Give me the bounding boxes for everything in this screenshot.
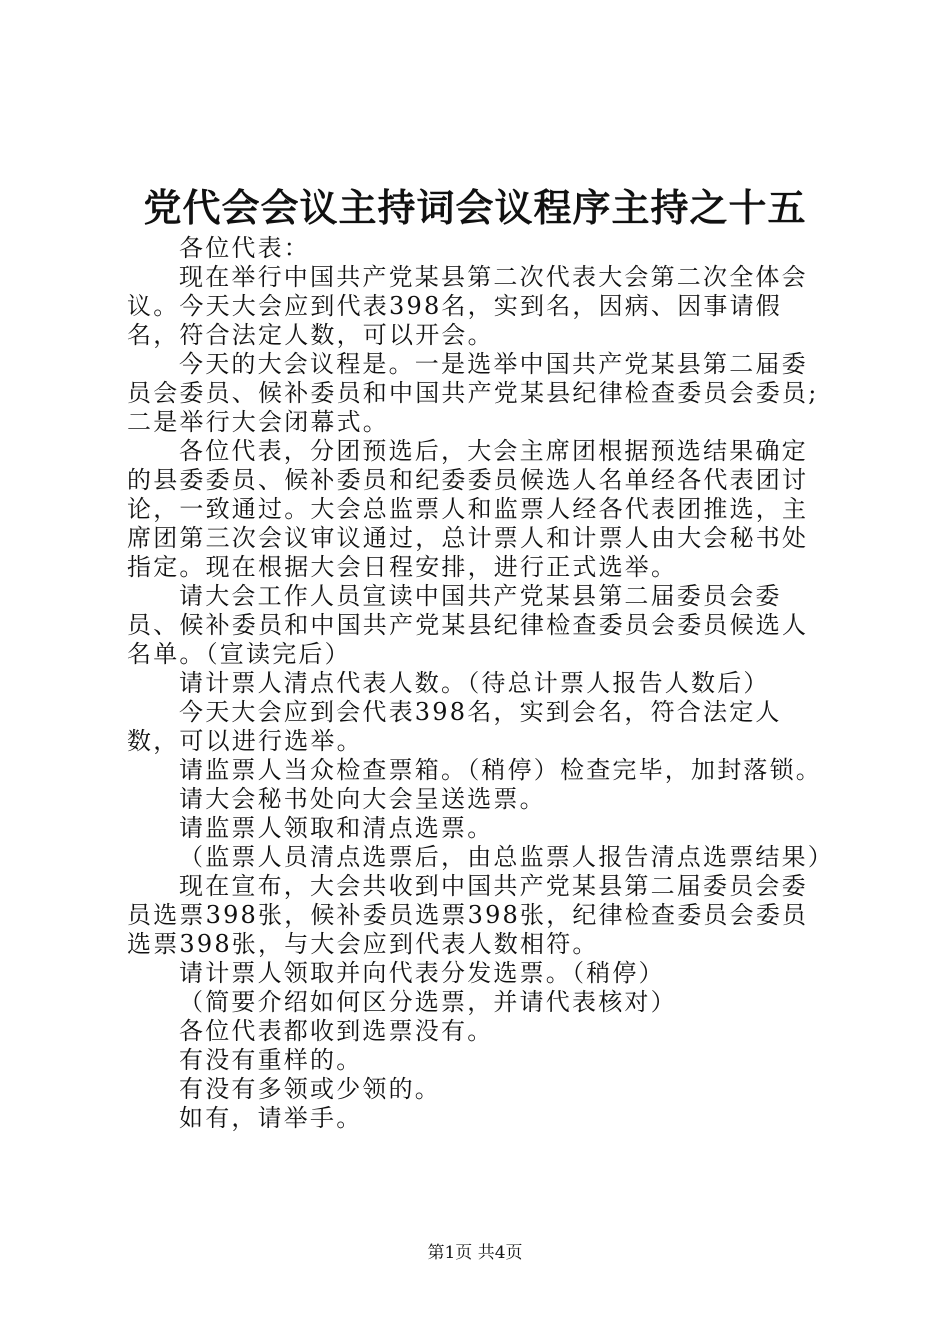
paragraph: 如有，请举手。: [179, 1104, 363, 1132]
paragraph: 有没有重样的。: [179, 1046, 363, 1074]
paragraph: 请大会工作人员宣读中国共产党某县第二届委员会委员、候补委员和中国共产党某县纪律检查委员会委员候选人名单。（宣读完后）: [127, 582, 809, 668]
paragraph: 请计票人领取并向代表分发选票。（稍停）: [179, 959, 665, 987]
paragraph: 请监票人当众检查票箱。（稍停）检查完毕，加封落锁。: [179, 756, 822, 784]
paragraph: 有没有多领或少领的。: [179, 1075, 441, 1103]
paragraph: （监票人员清点选票后，由总监票人报告清点选票结果）: [179, 843, 834, 871]
paragraph: 今天大会应到会代表398名，实到会名，符合法定人数，可以进行选举。: [127, 698, 782, 755]
paragraph: 请计票人清点代表人数。（待总计票人报告人数后）: [179, 669, 770, 697]
paragraph: （简要介绍如何区分选票，并请代表核对）: [179, 988, 677, 1016]
paragraph: 各位代表：: [179, 234, 310, 262]
paragraph: 现在举行中国共产党某县第二次代表大会第二次全体会议。今天大会应到代表398名，实到名，因病、因事请假名，符合法定人数，可以开会。: [127, 263, 808, 349]
page-number: 第1页 共4页: [427, 1243, 523, 1263]
paragraph: 请监票人领取和清点选票。: [179, 814, 494, 842]
paragraph: 各位代表，分团预选后，大会主席团根据预选结果确定的县委委员、候补委员和纪委委员候选人名单经各代表团讨论，一致通过。大会总监票人和监票人经各代表团推选，主席团第三次会议审议通过，总计票人和计票人由大会秘书处指定。现在根据大会日程安排，进行正式选举。: [127, 437, 809, 581]
paragraph: 现在宣布，大会共收到中国共产党某县第二届委员会委员选票398张，候补委员选票398张，纪律检查委员会委员选票398张，与大会应到代表人数相符。: [127, 872, 809, 958]
paragraph: 请大会秘书处向大会呈送选票。: [179, 785, 546, 813]
paragraph: 今天的大会议程是。一是选举中国共产党某县第二届委员会委员、候补委员和中国共产党某县纪律检查委员会委员;二是举行大会闭幕式。: [127, 350, 819, 436]
document-body: [127, 234, 833, 1133]
paragraph: 各位代表都收到选票没有。: [179, 1017, 494, 1045]
document-title: 党代会会议主持词会议程序主持之十五: [143, 186, 807, 230]
